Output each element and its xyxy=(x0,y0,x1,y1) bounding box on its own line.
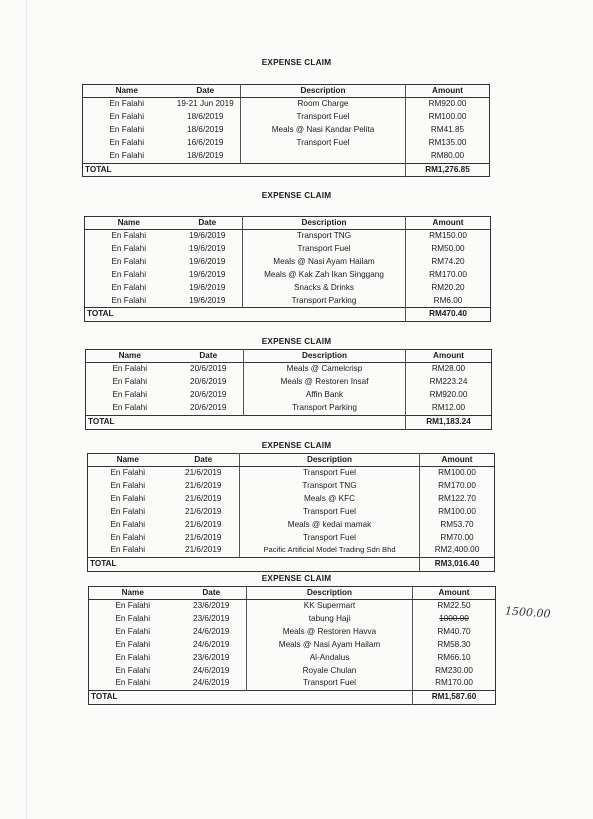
table-row xyxy=(88,480,495,493)
header-name: Name xyxy=(86,350,174,363)
cell-amount: RM135.00 xyxy=(406,137,490,150)
cell-name: En Falahi xyxy=(115,613,151,623)
cell-date: 20/6/2019 xyxy=(190,376,227,386)
cell-amount: RM920.00 xyxy=(406,389,492,402)
cell-name: En Falahi xyxy=(111,282,147,292)
cell-date: 16/6/2019 xyxy=(187,137,224,147)
claim-3-title: EXPENSE CLAIM xyxy=(261,337,332,346)
cell-name: En Falahi xyxy=(109,99,145,108)
table-row xyxy=(83,124,490,137)
cell-description: Snacks & Drinks xyxy=(243,282,406,295)
table-row xyxy=(86,389,492,402)
cell-amount: RM70.00 xyxy=(420,532,495,545)
cell-date: 20/6/2019 xyxy=(190,402,227,412)
table-row xyxy=(85,256,491,269)
total-label: TOTAL xyxy=(85,308,406,322)
table-row xyxy=(88,532,495,545)
total-amount: RM470.40 xyxy=(406,308,491,322)
handwritten-amount-note: 1500.00 xyxy=(504,604,551,621)
table-row xyxy=(88,493,495,506)
table-row xyxy=(88,506,495,519)
table-row xyxy=(89,639,496,652)
header-amount: Amount xyxy=(420,454,495,467)
cell-name: En Falahi xyxy=(112,364,148,373)
table-row xyxy=(85,243,491,256)
header-date: Date xyxy=(171,85,241,98)
cell-description: Transport Fuel xyxy=(240,532,420,545)
cell-name: En Falahi xyxy=(110,532,146,542)
header-amount: Amount xyxy=(406,350,492,363)
cell-amount: RM53.70 xyxy=(420,519,495,532)
cell-name: En Falahi xyxy=(109,111,145,121)
cell-date: 19/6/2019 xyxy=(189,256,226,266)
cell-amount: RM170.00 xyxy=(406,269,491,282)
header-description: Description xyxy=(240,454,420,467)
cell-description: Meals @ Camelcrisp xyxy=(244,363,406,376)
claim-4-title: EXPENSE CLAIM xyxy=(261,441,332,450)
cell-date: 23/6/2019 xyxy=(193,652,230,662)
header-name: Name xyxy=(83,85,171,98)
cell-date: 23/6/2019 xyxy=(193,613,230,623)
cell-description: KK Supermart xyxy=(247,600,413,613)
table-row xyxy=(83,137,490,150)
cell-date: 23/6/2019 xyxy=(193,601,230,610)
table-row xyxy=(88,544,495,557)
cell-description: Royale Chulan xyxy=(247,665,413,678)
cell-description xyxy=(241,150,406,163)
cell-name: En Falahi xyxy=(115,626,151,636)
cell-amount: RM100.00 xyxy=(420,467,495,480)
cell-date: 24/6/2019 xyxy=(193,626,230,636)
header-date: Date xyxy=(173,217,243,230)
table-header xyxy=(88,454,495,467)
cell-name: En Falahi xyxy=(109,137,145,147)
cell-amount: RM22.50 xyxy=(413,600,496,613)
cell-name: En Falahi xyxy=(112,389,148,399)
cell-amount: RM920.00 xyxy=(406,98,490,111)
cell-description: tabung Haji xyxy=(247,613,413,626)
table-row xyxy=(85,282,491,295)
cell-date: 21/6/2019 xyxy=(185,519,222,529)
table-row xyxy=(83,98,490,111)
cell-name: En Falahi xyxy=(115,652,151,662)
cell-date: 21/6/2019 xyxy=(185,532,222,542)
cell-amount: RM223.24 xyxy=(406,376,492,389)
cell-name: En Falahi xyxy=(115,665,151,675)
total-row xyxy=(85,308,491,322)
total-row xyxy=(86,415,492,429)
cell-description: Pacific Artificial Model Trading Sdn Bhd xyxy=(240,544,420,557)
cell-description: Meals @ KFC xyxy=(240,493,420,506)
cell-name: En Falahi xyxy=(110,519,146,529)
header-date: Date xyxy=(174,350,244,363)
cell-name: En Falahi xyxy=(115,601,151,610)
table-row xyxy=(83,111,490,124)
cell-name: En Falahi xyxy=(110,468,146,477)
table-row xyxy=(89,665,496,678)
cell-date: 24/6/2019 xyxy=(193,639,230,649)
cell-amount-struck: 1000.00 xyxy=(413,613,496,626)
cell-description: Room Charge xyxy=(241,98,406,111)
table-row xyxy=(88,519,495,532)
cell-name: En Falahi xyxy=(110,545,146,555)
cell-description: Transport TNG xyxy=(243,230,406,243)
cell-description: Meals @ Nasi Ayam Hailam xyxy=(243,256,406,269)
claim-2-title: EXPENSE CLAIM xyxy=(261,191,332,200)
total-row xyxy=(88,558,495,572)
claim-4-table xyxy=(87,453,495,572)
cell-date: 18/6/2019 xyxy=(187,124,224,134)
cell-amount: RM170.00 xyxy=(420,480,495,493)
cell-amount: RM2,400.00 xyxy=(420,544,495,557)
cell-name: En Falahi xyxy=(110,493,146,503)
total-label: TOTAL xyxy=(83,163,406,177)
cell-date: 21/6/2019 xyxy=(185,493,222,503)
cell-description: Meals @ kedai mamak xyxy=(240,519,420,532)
cell-name: En Falahi xyxy=(112,402,148,412)
header-name: Name xyxy=(85,217,173,230)
cell-description: Affin Bank xyxy=(244,389,406,402)
total-row xyxy=(83,163,490,177)
cell-description: Transport Fuel xyxy=(240,467,420,480)
claim-1-table xyxy=(82,84,490,177)
table-row xyxy=(89,677,496,690)
header-description: Description xyxy=(243,217,406,230)
table-row xyxy=(85,295,491,308)
cell-description: Transport Fuel xyxy=(241,137,406,150)
header-amount: Amount xyxy=(413,587,496,600)
cell-description: Transport Fuel xyxy=(243,243,406,256)
cell-description: Transport Fuel xyxy=(240,506,420,519)
claim-3-table xyxy=(85,349,492,430)
total-amount: RM1,587.60 xyxy=(413,691,496,705)
cell-date: 19/6/2019 xyxy=(189,295,226,305)
total-amount: RM1,276.85 xyxy=(406,163,490,177)
total-label: TOTAL xyxy=(86,415,406,429)
cell-description: Meals @ Kak Zah Ikan Singgang xyxy=(243,269,406,282)
claim-1-title: EXPENSE CLAIM xyxy=(261,58,332,67)
header-amount: Amount xyxy=(406,217,491,230)
cell-name: En Falahi xyxy=(111,256,147,266)
claim-5-table xyxy=(88,586,496,705)
cell-date: 24/6/2019 xyxy=(193,665,230,675)
cell-description: Meals @ Nasi Kandar Pelita xyxy=(241,124,406,137)
table-row xyxy=(89,613,496,626)
cell-amount: RM58.30 xyxy=(413,639,496,652)
cell-date: 24/6/2019 xyxy=(193,678,230,688)
cell-amount: RM170.00 xyxy=(413,677,496,690)
header-date: Date xyxy=(168,454,240,467)
table-row xyxy=(86,363,492,376)
cell-name: En Falahi xyxy=(111,243,147,253)
cell-amount: RM6.00 xyxy=(406,295,491,308)
total-amount: RM1,183.24 xyxy=(406,415,492,429)
table-row xyxy=(83,150,490,163)
table-row xyxy=(85,269,491,282)
cell-amount: RM150.00 xyxy=(406,230,491,243)
cell-name: En Falahi xyxy=(109,150,145,160)
cell-description: Transport Fuel xyxy=(241,111,406,124)
table-row xyxy=(88,467,495,480)
total-label: TOTAL xyxy=(88,558,420,572)
cell-date: 19-21 Jun 2019 xyxy=(176,99,234,108)
cell-description: Meals @ Nasi Ayam Hailam xyxy=(247,639,413,652)
cell-amount: RM100.00 xyxy=(406,111,490,124)
cell-amount: RM66.10 xyxy=(413,652,496,665)
header-name: Name xyxy=(89,587,177,600)
cell-date: 19/6/2019 xyxy=(189,243,226,253)
page-edge-line xyxy=(26,0,27,819)
cell-description: Transport TNG xyxy=(240,480,420,493)
cell-amount: RM20.20 xyxy=(406,282,491,295)
cell-description: Transport Parking xyxy=(243,295,406,308)
cell-name: En Falahi xyxy=(111,269,147,279)
total-row xyxy=(89,691,496,705)
cell-date: 20/6/2019 xyxy=(190,389,227,399)
cell-date: 19/6/2019 xyxy=(189,282,226,292)
cell-date: 18/6/2019 xyxy=(187,150,224,160)
table-row xyxy=(86,376,492,389)
cell-name: En Falahi xyxy=(115,639,151,649)
total-label: TOTAL xyxy=(89,691,413,705)
header-date: Date xyxy=(177,587,247,600)
cell-date: 21/6/2019 xyxy=(185,506,222,516)
cell-description: Transport Fuel xyxy=(247,677,413,690)
cell-description: Meals @ Restoren Havva xyxy=(247,626,413,639)
header-name: Name xyxy=(88,454,168,467)
cell-amount: RM12.00 xyxy=(406,402,492,415)
cell-amount: RM230.00 xyxy=(413,665,496,678)
claim-2-table xyxy=(84,216,491,322)
header-description: Description xyxy=(241,85,406,98)
table-row xyxy=(89,652,496,665)
table-header xyxy=(86,350,492,363)
table-row xyxy=(85,230,491,243)
cell-amount: RM50.00 xyxy=(406,243,491,256)
table-header xyxy=(83,85,490,98)
cell-date: 19/6/2019 xyxy=(189,269,226,279)
cell-name: En Falahi xyxy=(109,124,145,134)
header-description: Description xyxy=(244,350,406,363)
cell-amount: RM41.85 xyxy=(406,124,490,137)
cell-name: En Falahi xyxy=(115,678,151,688)
table-row xyxy=(89,626,496,639)
table-row xyxy=(89,600,496,613)
cell-date: 21/6/2019 xyxy=(185,545,222,555)
header-description: Description xyxy=(247,587,413,600)
cell-amount: RM80.00 xyxy=(406,150,490,163)
cell-date: 21/6/2019 xyxy=(185,468,222,477)
cell-amount: RM100.00 xyxy=(420,506,495,519)
cell-amount: RM28.00 xyxy=(406,363,492,376)
cell-name: En Falahi xyxy=(112,376,148,386)
table-header xyxy=(89,587,496,600)
table-header xyxy=(85,217,491,230)
table-row xyxy=(86,402,492,415)
cell-date: 19/6/2019 xyxy=(189,231,226,240)
cell-description: Transport Parking xyxy=(244,402,406,415)
cell-description: Al-Andalus xyxy=(247,652,413,665)
cell-name: En Falahi xyxy=(110,506,146,516)
cell-name: En Falahi xyxy=(110,480,146,490)
header-amount: Amount xyxy=(406,85,490,98)
cell-amount: RM74.20 xyxy=(406,256,491,269)
cell-amount: RM40.70 xyxy=(413,626,496,639)
cell-date: 20/6/2019 xyxy=(190,364,227,373)
cell-date: 18/6/2019 xyxy=(187,111,224,121)
cell-date: 21/6/2019 xyxy=(185,480,222,490)
cell-description: Meals @ Restoren Insaf xyxy=(244,376,406,389)
total-amount: RM3,016.40 xyxy=(420,558,495,572)
cell-name: En Falahi xyxy=(111,295,147,305)
cell-amount: RM122.70 xyxy=(420,493,495,506)
cell-name: En Falahi xyxy=(111,231,147,240)
claim-5-title: EXPENSE CLAIM xyxy=(261,574,332,583)
